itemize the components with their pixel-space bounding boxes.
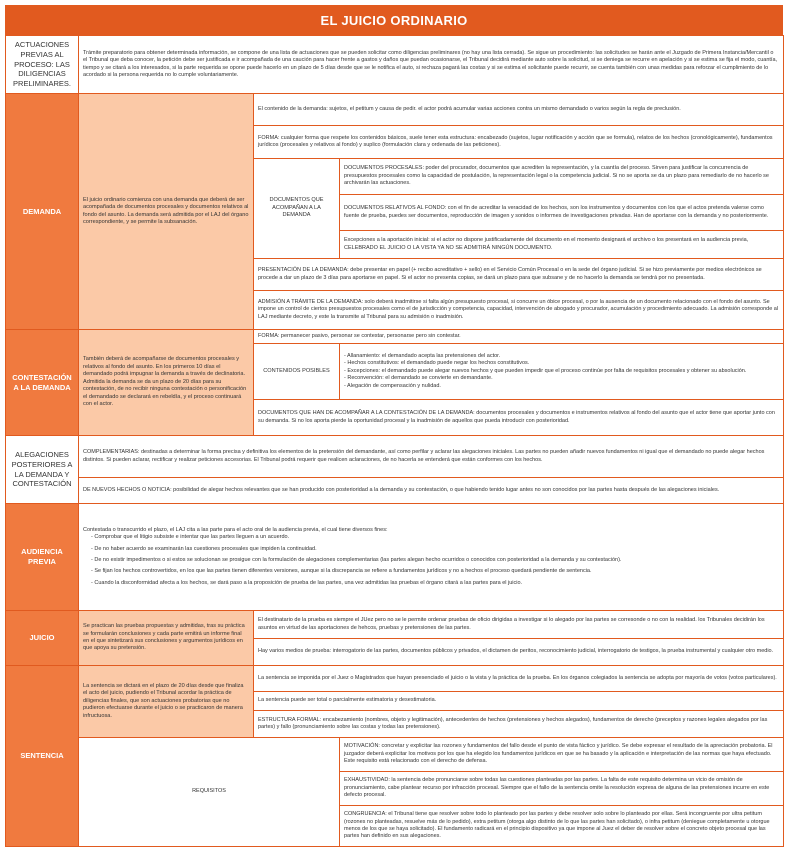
audiencia-intro: Contestada o transcurrido el plazo, el LAJ cita a las parte para el acto oral de la audiencia previa, el cual tiene diversos fines: [83, 526, 388, 533]
contenidos-list [340, 344, 784, 400]
contenido-item: - Allanamiento: el demandado acepta las pretensiones del actor. [344, 353, 501, 360]
section-label-contestacion: CONTESTACIÓN A LA DEMANDA [6, 330, 79, 436]
sentencia-congruencia: CONGRUENCIA: el Tribunal tiene que resolver sobre todo lo planteado por las partes y debe resolver solo sobre lo planteado por ellas. Será incongruente por ultra petitum (rozones no planteadas, resuelve más de lo pedido), extra petitum (otorga algo distinto de lo que las partes han solicitado), o infra petitum (deniegue completamente u otorgue menos de los que se haya solicitado). El fundamento radicará en el principio dispositivo ya que impone al Juez el deber de resolver sobre el concreto objeto procesal que las partes han definido en sus alegaciones. [340, 806, 784, 847]
document [5, 5, 783, 847]
section-label-demanda: DEMANDA [6, 94, 79, 330]
audiencia-text [79, 504, 784, 611]
contenido-item: - Reconvención: el demandado se convierte en demandante. [344, 375, 493, 382]
contenido-item: - Hechos constitutivos: el demandado puede negar los hechos constitutivos. [344, 360, 530, 367]
alegaciones-nuevos: DE NUEVOS HECHOS O NOTICIA: posibilidad de alegar hechos relevantes que se han producido con posterioridad a la demanda y su contestación, o que habiendo tenido lugar antes no son conocidos por las partes hasta después de las alegaciones iniciales. [79, 478, 784, 504]
section-label-juicio: JUICIO [6, 611, 79, 666]
demanda-forma: FORMA: cualquier forma que respete los contenidos básicos, suele tener esta estructura: encabezado (sujetos, lugar notificación y acción que se formula), relatos de los hechos (cronológicamente), fundamentos jurídicos (procesales y relativos al fondo) y suplico (formulación clara y ordenada de las peticiones). [254, 126, 784, 159]
page-title: EL JUICIO ORDINARIO [5, 5, 783, 35]
contenido-item: - Alegación de compensación y nulidad. [344, 382, 441, 389]
sentencia-exhaustividad: EXHAUSTIVIDAD: la sentencia debe pronunciarse sobre todas las cuestiones planteadas por las partes. La falta de este requisito determina un vicio de omisión de pronunciamiento, cabe plantear recurso por infracción procesal. Siempre que el fallo de la sentencia omite la resolución expresa de alguna de las pretensiones incurre en este defecto procesal. [340, 772, 784, 806]
audiencia-item: - De no haber acuerdo se examinarán las cuestiones procesales que impiden la continuidad. [91, 545, 317, 552]
sentencia-imponida: La sentencia se imponida por el Juez o Magistrados que hayan presenciado el juicio o la vista y la práctica de la prueba. En los órganos colegiados la sentencia se adopta por mayoría de votos (votos particulares). [254, 666, 784, 692]
row-sentencia-imponida [6, 666, 784, 692]
contenidos-label: CONTENIDOS POSIBLES [254, 344, 340, 400]
audiencia-item: - Comprobar que el litigio subsiste e intentar que las partes lleguen a un acuerdo. [91, 534, 290, 541]
audiencia-item: - De no existir impedimentos o si estos se solucionan se prosigue con la formulación de alegaciones complementarias (las partes alegan hecho ocurridos o conocidos con posterioridad a la demanda y su contestación). [91, 557, 622, 563]
row-alegaciones-nuevos [6, 478, 784, 504]
sentencia-motivacion: MOTIVACIÓN: concretar y explicitar las rozones y fundamentos del fallo desde el punto de vista fáctico y jurídico. Se debe expresar el resultado de la apreciación probatoria. El juzgador deberá explicitar los motivos por los que ha elegido los fundamentos jurídicos en que se ha basado y la aplicación e interpretación de las normas que haya efectuado. Este requisito está relacionado con el derecho de defensa. [340, 738, 784, 772]
juicio-medios: Hay varios medios de prueba: interrogatorio de las partes, documentos públicos y privados, el dictamen de peritos, reconocimiento judicial, interrogatorio de testigos, la prueba instrumental y cualquier otro medio. [254, 639, 784, 666]
contestacion-documentos: DOCUMENTOS QUE HAN DE ACOMPAÑAR A LA CONTESTACIÓN DE LA DEMANDA: documentos procesales y documentos e instrumentos relativos al fondo del asunto que el actor tiene que aportar junto con su demanda. Si no los aporta pierde la oportunidad procesal y la inadmisión de aquellos que pueda introducir con posterioridad. [254, 400, 784, 436]
row-demanda-contenido [6, 94, 784, 126]
demanda-summary: El juicio ordinario comienza con una demanda que deberá de ser acompañada de documentos procesales y documentos relativos al fondo del asunto. La demanda será admitida por el LAJ del órgano correspondiente, y se permite la subsanación. [79, 94, 254, 330]
row-contestacion-forma [6, 330, 784, 344]
docs-label: DOCUMENTOS QUE ACOMPAÑAN A LA DEMANDA [254, 159, 340, 259]
row-sentencia-motivacion [6, 738, 784, 772]
row-alegaciones-complementarias [6, 436, 784, 478]
section-label-alegaciones: ALEGACIONES POSTERIORES A LA DEMANDA Y CONTESTACIÓN [6, 436, 79, 504]
row-actuaciones [6, 36, 784, 94]
juicio-table [5, 35, 784, 847]
audiencia-item: - Cuando la disconformidad afecta a los hechos, se dará paso a la proposición de prueba de las partes, una vez admitidas las pruebas el órgano citará a las partes para el juicio. [91, 579, 523, 586]
demanda-admision: ADMISIÓN A TRÁMITE DE LA DEMANDA: solo deberá inadmitirse si falta algún presupuesto procesal, si concurre un óbice procesal, o por la ausencia de un documento relacionado con el fondo del asunto. Se impone un control de ciertos presupuestos procesales como el de jurisdicción y competencia, capacidad, intervención de abogado y procurador, acumulación y procedimiento adecuado. La admisión corresponde al LAJ mediante decreto, y este la transmite al Tribunal para su admisión o inadmisión. [254, 291, 784, 330]
contestacion-summary: También deberá de acompañarse de documentos procesales y relativos al fondo del asunto. En los primeros 10 días el demandado podrá impugnar la demanda a través de declinatoria. Admitida la demanda se da un plazo de 20 días para su contestación, de no recibir ninguna contestación o personificación el demandado se declarará en rebeldía, y el proceso continuará con el actor. [79, 330, 254, 436]
requisitos-label: REQUISITOS [79, 738, 340, 847]
audiencia-item: - Se fijan los hechos controvertidos, en los que las partes tienen diferentes versiones, aunque si la discrepancia se refiere a fundamentos jurídicos y no a hechos el proceso quedará pendiente de sentencia. [91, 568, 592, 575]
section-label-actuaciones: ACTUACIONES PREVIAS AL PROCESO: LAS DILIGENCIAS PRELIMINARES. [6, 36, 79, 94]
contenido-item: - Excepciones: el demandado puede alegar nuevos hechos y que pueden impedir que el proceso continúe por falta de requisitos procesales y obtener su absolución. [344, 367, 747, 374]
docs-excepciones: Excepciones a la aportación inicial: si el actor no dispone justificadamente del documento en el momento designará el archivo o los presentará en la audiencia previa, CELEBRADO EL JUICIO O LA VISTA YA NO SE ADMITIRÁ NINGÚN DOCUMENTO. [340, 231, 784, 259]
demanda-contenido: El contenido de la demanda: sujetos, el petitum y causa de pedir. el actor podrá acumular varias acciones contra un mismo demandado o varios según la regla de preclusión. [254, 94, 784, 126]
sentencia-estimacion: La sentencia puede ser total o parcialmente estimatoria y desestimatoria. [254, 692, 784, 711]
section-label-sentencia: SENTENCIA [6, 666, 79, 847]
alegaciones-complementarias: COMPLEMENTARIAS: destinadas a determinar la forma precisa y definitiva los elementos de la pretensión del demandante, así como perfilar y aclarar las alegaciones iniciales. Las partes no pueden añadir nuevos fundamentos ni igual que el demandado no puede alegar hechos distintos. Si pueden aclarar, rectificar y realizar peticiones accesorias. El Tribunal podrá requerir que realicen aclaraciones, de no hacerla se entenderá que están conformes con los hechos. [79, 436, 784, 478]
row-audiencia [6, 504, 784, 611]
row-juicio-destinatario [6, 611, 784, 639]
juicio-summary: Se practican las pruebas propuestas y admitidas, tras su práctica se formularán conclusiones y cada parte emitirá un informe final en el que sintetizará sus conclusiones y argumentos jurídicos en que apoya su pretensión. [79, 611, 254, 666]
actuaciones-text: Trámite preparatorio para obtener determinada información, se compone de una lista de actuaciones que se pueden solicitar como diligencias preliminares (no hay una lista cerrada). Se sigue un procedimiento: las solicitudes se harán ante el Juzgado de Primera Instancia/Mercantil o el Tribunal que deba conocer, la petición debe ser justificada e ir acompañada de una caución para hacer frente a gastos y daños que puedan ocasionarse, el Tribunal decidirá mediante auto sobre la solicitud, si se deniega se recurre en apelación y si se estima se fija el modo, cuantía, tiempo y se citará a los interesados, si la parte requerida se opone puede hacerlo en un plazo de 5 días desde que se le notifica el auto, si rechaza pagará las costas y si se estima el solicitante puede recurrir, se cuenta también con unas medidas para reforzar el cumplimiento de lo acordado si la persona requerida no lo cumple voluntariamente. [79, 36, 784, 94]
demanda-presentacion: PRESENTACIÓN DE LA DEMANDA: debe presentar en papel (+ recibo acreditativo + sello) en el Servicio Común Procesal o en la sede del órgano judicial. Si se hizo previamente por medios electrónicos se procede a dar un plazo de 3 días para aportarse en papel. Si el actor no presenta copias, se dará un plazo para que subsane y de no hacerlo la demanda se tendrá por no presentada. [254, 259, 784, 291]
sentencia-estructura: ESTRUCTURA FORMAL: encabezamiento (nombres, objeto y legitimación), antecedentes de hechos (pretensiones y hechos alegados), fundamentos de derecho (preceptos y razones legales alegados por las partes) y fallo (pronunciamiento sobre las costas y todas las pretensiones). [254, 711, 784, 738]
juicio-destinatario: El destinatario de la prueba es siempre el JUez pero no se le permite ordenar pruebas de oficio dirigidas a investigar si lo alegado por las partes se corresonde o no con la realidad. los Tribunales decidirán los asuntos en virtud de las aportaciones de hehcos, pruebas y pretensiones de las partes. [254, 611, 784, 639]
contestacion-forma: FORMA: permanecer pasivo, personar se contestar, personarse pero sin contestar. [254, 330, 784, 344]
docs-fondo: DOCUMENTOS RELATIVOS AL FONDO: con el fin de acreditar la veracidad de los hechos, son los instrumentos y documentos con los que el actos pretenda valerse como fuente de prueba, puedes ser documentos, reproducción de imagen y sonidos o informes de investigaciones privadas. Han de aportarse con la demanda y no posteriormente. [340, 195, 784, 231]
docs-procesales: DOCUMENTOS PROCESALES: poder del procurador, documentos que acrediten la representación, y la cuantía del proceso. Sirven para justificar la concurrencia de presupuestos procesales como la capacidad de postulación, la representación legal o la competencia judicial. Si no se aporta se da un plazo para remediarlo de no hacerlo se archivarán las actuaciones. [340, 159, 784, 195]
section-label-audiencia: AUDIENCIA PREVIA [6, 504, 79, 611]
sentencia-summary: La sentencia se dictará en el plazo de 20 días desde que finaliza el acto del juicio, pudiendo el Tribunal acordar la práctica de diligencias finales, que son actuaciones probatorias que no pudieron efectuarse durante el juicio o se practicaron de manera infructuosa. [79, 666, 254, 738]
